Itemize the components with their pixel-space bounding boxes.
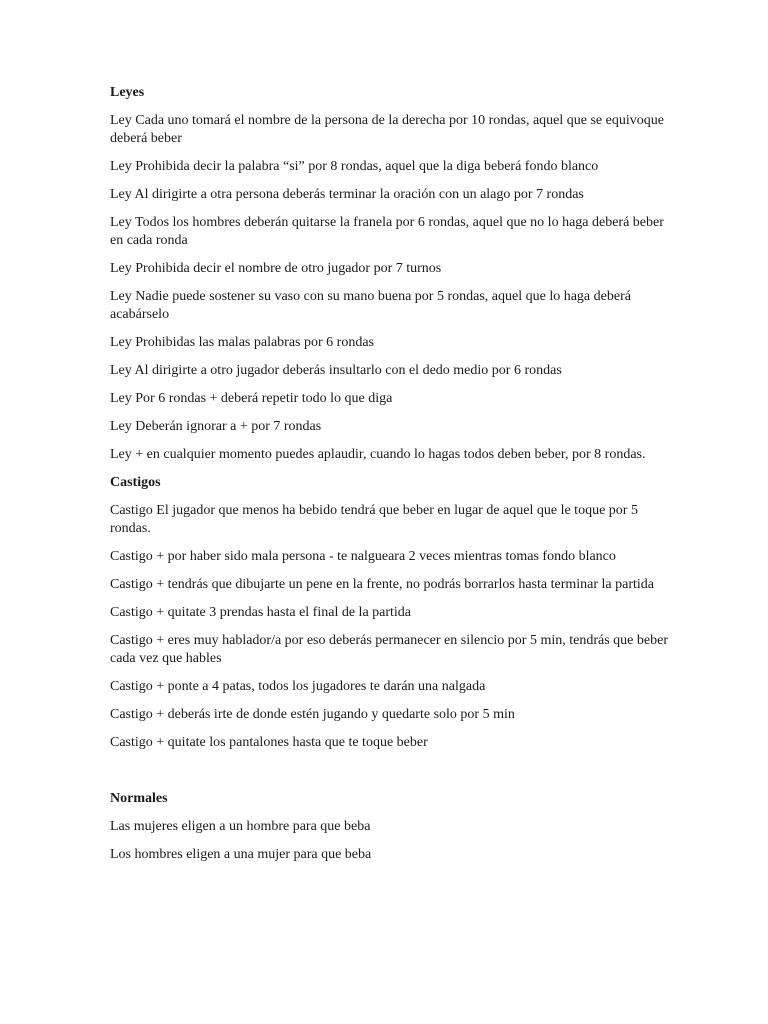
section-normales	[110, 790, 670, 864]
list-item: Ley Prohibida decir la palabra “si” por 8 rondas, aquel que la diga beberá fondo blanco	[110, 159, 599, 174]
list-item: Ley + en cualquier momento puedes aplaudir, cuando lo hagas todos deben beber, por 8 rondas.	[110, 447, 646, 462]
list-item: Ley Por 6 rondas + deberá repetir todo lo que diga	[110, 391, 393, 406]
list-item: Los hombres eligen a una mujer para que beba	[110, 847, 372, 862]
document-page	[110, 84, 670, 874]
list-item: Castigo + quitate los pantalones hasta que te toque beber	[110, 735, 428, 750]
section-heading: Normales	[110, 791, 168, 806]
list-item: Castigo + por haber sido mala persona - te nalgueara 2 veces mientras tomas fondo blanco	[110, 549, 616, 564]
list-item: Ley Al dirigirte a otra persona deberás terminar la oración con un alago por 7 rondas	[110, 187, 584, 202]
section-leyes	[110, 84, 670, 464]
list-item: Ley Prohibidas las malas palabras por 6 rondas	[110, 335, 374, 350]
section-castigos	[110, 474, 670, 752]
list-item: Las mujeres eligen a un hombre para que beba	[110, 819, 371, 834]
list-item: Ley Deberán ignorar a + por 7 rondas	[110, 419, 322, 434]
list-item: Castigo + ponte a 4 patas, todos los jugadores te darán una nalgada	[110, 679, 486, 694]
list-item: Castigo + deberás irte de donde estén jugando y quedarte solo por 5 min	[110, 707, 515, 722]
list-item: Castigo + quitate 3 prendas hasta el final de la partida	[110, 605, 412, 620]
list-item: Ley Todos los hombres deberán quitarse la franela por 6 rondas, aquel que no lo haga deberá beber en cada ronda	[110, 215, 664, 248]
list-item: Ley Nadie puede sostener su vaso con su mano buena por 5 rondas, aquel que lo haga deberá acabárselo	[110, 289, 631, 322]
list-item: Castigo + eres muy hablador/a por eso deberás permanecer en silencio por 5 min, tendrás que beber cada vez que hables	[110, 633, 668, 666]
list-item: Castigo + tendrás que dibujarte un pene en la frente, no podrás borrarlos hasta terminar la partida	[110, 577, 654, 592]
section-heading: Castigos	[110, 475, 161, 490]
section-heading: Leyes	[110, 85, 145, 100]
blank-line	[110, 762, 670, 790]
list-item: Castigo El jugador que menos ha bebido tendrá que beber en lugar de aquel que le toque por 5 rondas.	[110, 503, 638, 536]
list-item: Ley Cada uno tomará el nombre de la persona de la derecha por 10 rondas, aquel que se equivoque deberá beber	[110, 113, 664, 146]
list-item: Ley Al dirigirte a otro jugador deberás insultarlo con el dedo medio por 6 rondas	[110, 363, 562, 378]
list-item: Ley Prohibida decir el nombre de otro jugador por 7 turnos	[110, 261, 442, 276]
